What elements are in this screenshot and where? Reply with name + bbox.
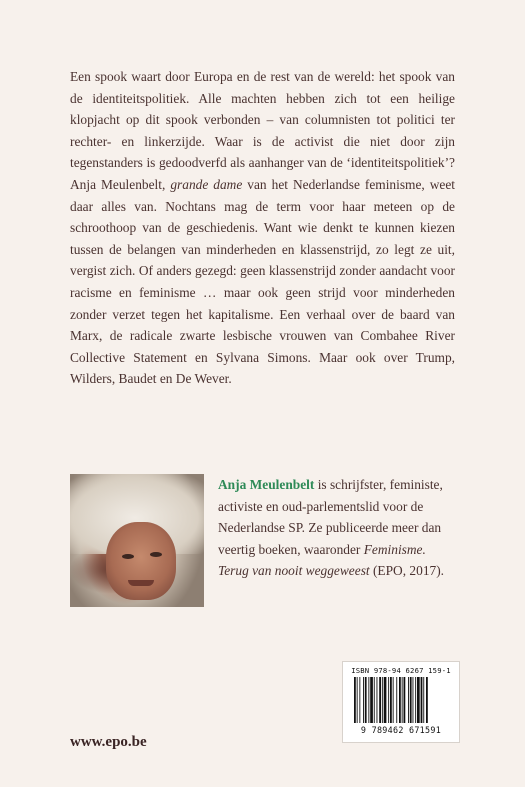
author-bio <box>218 474 458 582</box>
author-name: Anja Meulenbelt <box>218 477 315 492</box>
author-photo <box>70 474 204 607</box>
barcode-digits: 9 789462 671591 <box>360 725 442 735</box>
blurb-text-2: van het Nederlandse feminisme, weet daar alles van. Nochtans mag de term voor haar meteen op de schroothoop van de geschiedenis. Want wie denkt te kunnen kiezen tussen de belangen van minderheden en klassenstrijd, zo legt ze uit, vergist zich. Of anders gezegd: geen klassenstrijd zonder aandacht voor racisme en feminisme … maar ook geen strijd voor minderheden zonder verzet tegen het kapitalisme. Een verhaal over de baard van Marx, de radicale zwarte lesbische vrouwen van Combahee River Collective Statement en Sylvana Simons. Maar ook over Trump, Wilders, Baudet en De Wever. <box>70 176 456 387</box>
blurb-text-1: Een spook waart door Europa en de rest van de wereld: het spook van de identiteitspolitiek. Alle machten hebben zich tot een heilige klopjacht op dit spook verbonden – van columnisten tot politici ter rechter- en linkerzijde. Waar is de activist die niet door zijn tegenstanders is gedoodverfd als aanhanger van de ‘identiteitspolitiek’? Anja Meulenbelt, <box>70 69 455 192</box>
barcode-bars <box>353 677 449 725</box>
blurb-paragraph <box>70 66 455 390</box>
back-cover-blurb <box>70 66 455 390</box>
author-bio-text: is schrijfster, feministe, activiste en oud-parlementslid voor de Nederlandse SP. Ze publiceerde meer dan veertig boeken, waaronder <box>218 477 443 557</box>
isbn-barcode <box>342 661 460 743</box>
blurb-italic-phrase: grande dame <box>170 176 243 192</box>
isbn-label: ISBN 978-94 6267 159-1 <box>351 666 451 675</box>
publisher-website-link[interactable]: www.epo.be <box>70 734 147 750</box>
book-title: Feminisme. Terug van nooit weggeweest <box>218 541 426 579</box>
publisher-info: (EPO, 2017). <box>369 563 445 579</box>
